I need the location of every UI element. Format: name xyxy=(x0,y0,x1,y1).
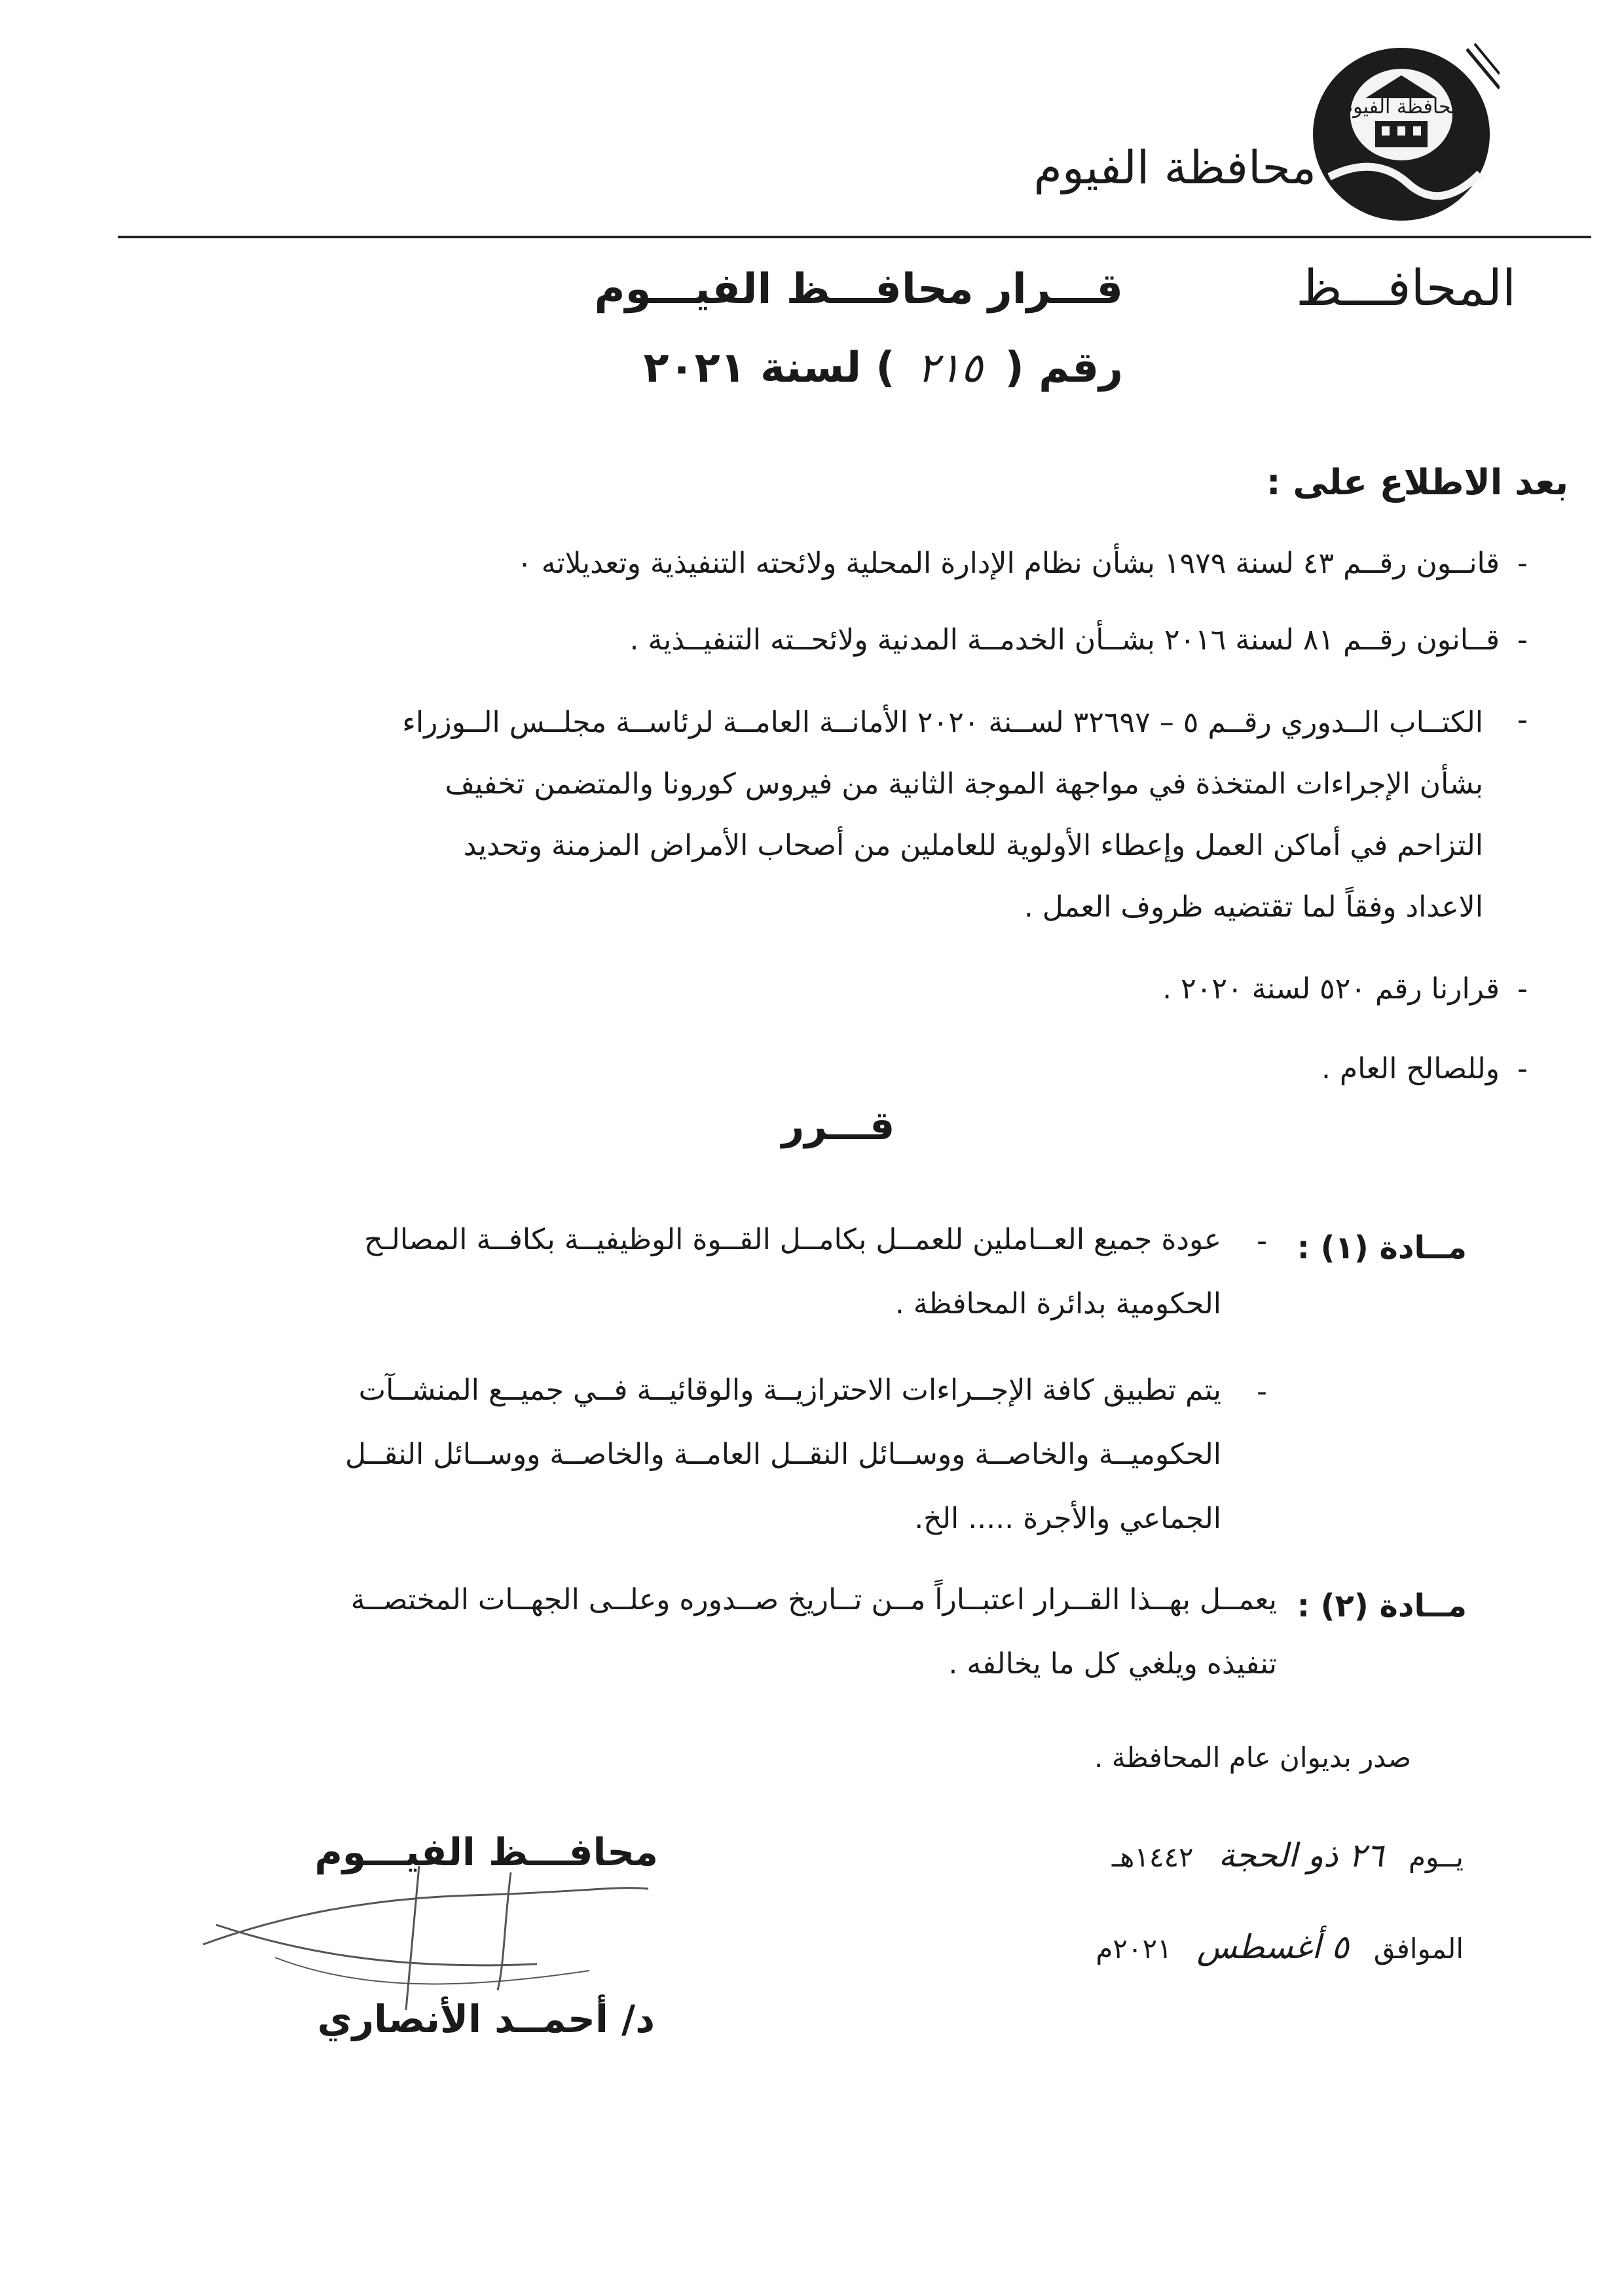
decision-heading-text: قـــرر xyxy=(781,1103,895,1149)
circular-paragraph xyxy=(206,692,1483,938)
header-divider xyxy=(118,236,1591,238)
gregorian-year: ٢٠٢١م xyxy=(1096,1933,1172,1965)
article-line: تنفيذه ويلغي كل ما يخالفه . xyxy=(948,1647,1277,1681)
list-item-text: وللصالح العام . xyxy=(1321,1052,1500,1085)
circular-line: بشأن الإجراءات المتخذة في مواجهة الموجة الثانية من فيروس كورونا والمتضمن تخفيف xyxy=(445,767,1483,801)
list-dash: - xyxy=(1257,1375,1267,1408)
corresponding-label: الموافق xyxy=(1373,1933,1464,1965)
list-item-text: قانــون رقــم ٤٣ لسنة ١٩٧٩ بشأن نظام الإدارة المحلية ولائحته التنفيذية وتعديلاته ٠ xyxy=(517,547,1500,580)
list-item-text: قرارنا رقم ٥٢٠ لسنة ٢٠٢٠ . xyxy=(1162,972,1500,1006)
article-1-label: مــادة (١) : xyxy=(1297,1230,1467,1266)
governorate-name: محافظة الفيوم xyxy=(1033,141,1316,194)
article-1-paragraph-2 xyxy=(183,1358,1221,1551)
list-dash: - xyxy=(1257,1224,1267,1258)
number-label: رقم ( xyxy=(1005,344,1123,392)
circular-line: التزاحم في أماكن العمل وإعطاء الأولوية للعاملين من أصحاب الأمراض المزمنة وتحديد xyxy=(463,829,1483,862)
decree-number-handwritten: ٢١٥ xyxy=(917,344,983,392)
list-item-circular xyxy=(1500,692,1545,748)
list-item xyxy=(630,612,1545,668)
gregorian-date-handwritten: ٥ أغسطس xyxy=(1196,1928,1349,1966)
article-line: الحكومية بدائرة المحافظة . xyxy=(895,1287,1221,1321)
seal-text: محافظة الفيوم xyxy=(1340,96,1462,118)
hijri-year: ١٤٤٢هـ xyxy=(1111,1841,1194,1873)
day-label: يــوم xyxy=(1409,1841,1464,1873)
office-label: المحافـــظ xyxy=(1296,259,1516,317)
decree-number-line xyxy=(643,344,1123,392)
list-item xyxy=(517,536,1545,592)
article-2-label: مــادة (٢) : xyxy=(1297,1588,1467,1624)
list-item xyxy=(1321,1041,1545,1097)
decree-title: قـــرار محافـــظ الفيـــوم xyxy=(594,265,1123,314)
signatory-title: محافـــظ الفيـــوم xyxy=(314,1830,658,1874)
list-item xyxy=(1162,961,1545,1017)
article-line: الجماعي والأجرة ..... الخ. xyxy=(914,1502,1221,1535)
list-dash: - xyxy=(1517,1052,1528,1085)
list-dash: - xyxy=(1517,972,1528,1006)
article-line: عودة جميع العــاملين للعمــل بكامــل القــوة الوظيفيــة بكافــة المصالـح xyxy=(364,1223,1221,1256)
decree-year: ) لسنة ٢٠٢١ xyxy=(643,344,895,392)
hijri-date-handwritten: ٢٦ ذو الحجة xyxy=(1218,1836,1384,1874)
article-1-paragraph-1 xyxy=(183,1208,1221,1336)
list-dash: - xyxy=(1517,547,1528,580)
gregorian-date-line xyxy=(1096,1928,1464,1966)
signatory-name: د/ أحمــد الأنصاري xyxy=(317,1997,655,2041)
preamble-heading: بعد الاطلاع على : xyxy=(1266,462,1568,503)
circular-line: الاعداد وفقاً لما تقتضيه ظروف العمل . xyxy=(1024,890,1483,924)
article-line: يتم تطبيق كافة الإجــراءات الاحترازيــة والوقائيــة فــي جميــع المنشــآت xyxy=(358,1374,1221,1407)
list-item-text: قــانون رقــم ٨١ لسنة ٢٠١٦ بشــأن الخدمــة المدنية ولائحــته التنفيــذية . xyxy=(629,623,1500,657)
handwritten-signature xyxy=(196,1859,655,2016)
article-line: الحكوميــة والخاصــة ووســائل النقــل العامــة والخاصــة ووســائل النقــل xyxy=(344,1438,1221,1471)
seal-emblem-icon xyxy=(1303,36,1500,226)
issued-statement: صدر بديوان عام المحافظة . xyxy=(1094,1741,1411,1774)
governorate-seal xyxy=(1303,36,1500,226)
list-dash: - xyxy=(1517,623,1528,657)
article-2-text xyxy=(183,1568,1277,1696)
signature-icon xyxy=(196,1859,655,2016)
decision-heading xyxy=(0,1103,1624,1149)
article-line: يعمــل بهــذا القــرار اعتبــاراً مــن تــاريخ صــدوره وعلــى الجهــات المختصــة xyxy=(350,1583,1277,1616)
hijri-date-line xyxy=(1112,1836,1464,1874)
list-dash: - xyxy=(1517,703,1528,737)
circular-line: الكتــاب الــدوري رقــم ٥ – ٣٢٦٩٧ لســنة ٢٠٢٠ الأمانــة العامــة لرئاســة مجلــس الــوزراء xyxy=(402,706,1483,739)
